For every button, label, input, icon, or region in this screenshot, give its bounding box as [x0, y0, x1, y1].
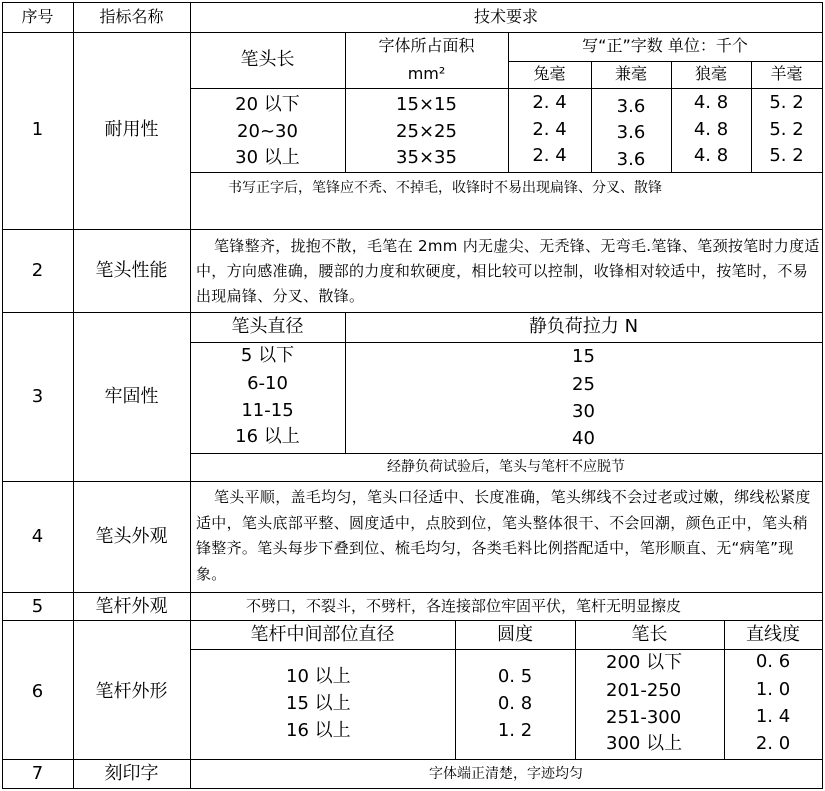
rule	[190, 172, 823, 173]
row-number: 3	[31, 386, 44, 407]
force-value: 30	[572, 401, 595, 422]
row-number: 5	[31, 596, 44, 617]
rule	[2, 759, 823, 760]
rule	[190, 342, 823, 343]
pen-length-value: 300 以上	[606, 733, 683, 754]
length-value: 30 以上	[235, 147, 300, 168]
count-value: 5. 2	[769, 92, 804, 113]
brush-type: 兼毫	[614, 64, 647, 83]
rule	[508, 61, 823, 62]
rule	[2, 592, 823, 593]
indicator-name: 牢固性	[104, 386, 159, 407]
header-requirement: 技术要求	[473, 7, 538, 26]
area-value: 35×35	[396, 147, 457, 168]
indicator-name: 笔杆外观	[95, 596, 168, 617]
col-header: 写“正”字数 单位：千个	[582, 36, 748, 55]
rule	[822, 2, 823, 789]
header-name: 指标名称	[99, 7, 164, 26]
straightness-value: 0. 6	[755, 651, 791, 672]
rule	[190, 453, 823, 454]
rule	[2, 481, 823, 482]
rule	[2, 620, 823, 621]
col-header: 静负荷拉力 N	[528, 316, 639, 337]
count-value: 5. 2	[769, 119, 804, 140]
count-value: 2. 4	[532, 119, 567, 140]
col-header: 笔头直径	[231, 316, 304, 337]
force-value: 25	[572, 374, 595, 395]
indicator-name: 耐用性	[104, 119, 159, 140]
rule	[2, 312, 823, 313]
diameter-value: 6-10	[247, 373, 288, 394]
count-value: 3.6	[616, 122, 646, 143]
diameter-value: 5 以下	[240, 345, 295, 366]
row-number: 2	[31, 260, 44, 281]
diameter-value: 16 以上	[235, 426, 300, 447]
requirement-text: 不劈口，不裂斗，不劈杆，各连接部位牢固平伏，笔杆无明显擦皮	[246, 597, 682, 615]
roundness-value: 0. 8	[497, 693, 533, 714]
col-header: 笔头长	[240, 49, 295, 70]
header-seq: 序号	[21, 7, 54, 26]
brush-type: 羊毫	[770, 64, 803, 83]
row-number: 6	[31, 681, 44, 702]
count-value: 4. 8	[693, 119, 729, 140]
count-value: 2. 4	[532, 145, 567, 166]
diameter-value: 11-15	[241, 400, 294, 421]
count-value: 2. 4	[532, 92, 567, 113]
roundness-value: 1. 2	[497, 720, 533, 741]
rule	[190, 88, 823, 89]
brush-type: 兔毫	[533, 64, 566, 83]
col-header: 字体所占面积	[378, 36, 475, 55]
rule	[190, 2, 191, 789]
pen-length-value: 201-250	[606, 680, 682, 701]
row-note: 经静负荷试验后，笔头与笔杆不应脱节	[387, 459, 625, 475]
indicator-name: 笔杆外形	[95, 681, 168, 702]
indicator-name: 笔头外观	[95, 526, 168, 547]
col-header: 笔长	[631, 624, 668, 645]
rule	[2, 32, 823, 33]
col-header-unit: mm²	[407, 64, 446, 83]
roundness-value: 0. 5	[497, 666, 533, 687]
indicator-name: 刻印字	[104, 763, 159, 784]
indicator-name: 笔头性能	[95, 260, 168, 281]
rule	[2, 2, 823, 3]
count-value: 3.6	[616, 149, 646, 170]
row-note: 书写正字后，笔锋应不秃、不掉毛，收锋时不易出现扁锋、分叉、散锋	[228, 180, 662, 196]
col-header: 直线度	[746, 624, 800, 645]
col-header: 圆度	[497, 624, 533, 645]
force-value: 40	[572, 428, 595, 449]
area-value: 25×25	[396, 121, 457, 142]
straightness-value: 1. 4	[755, 706, 791, 727]
rule	[190, 649, 823, 650]
length-value: 20~30	[237, 121, 298, 142]
pen-length-value: 200 以下	[606, 652, 683, 673]
count-value: 4. 8	[693, 145, 729, 166]
row-number: 4	[31, 526, 44, 547]
diameter-value: 15 以上	[286, 693, 351, 714]
requirement-text: 笔头平顺，盖毛均匀，笔头口径适中、长度准确，笔头绑线不会过老或过嫩，绑线松紧度适中，笔头底部平整、圆度适中，点胶到位，笔头整体很干、不会回潮，颜色正中，笔头稍锋整齐。笔头每步下叠到位、梳毛均匀，各类毛料比例搭配适中，笔形顺直、无“病笔”现象。	[196, 488, 811, 583]
brush-type: 狼毫	[694, 64, 727, 83]
straightness-value: 1. 0	[755, 679, 791, 700]
diameter-value: 10 以上	[286, 666, 351, 687]
length-value: 20 以下	[235, 94, 300, 115]
straightness-value: 2. 0	[755, 733, 791, 754]
row-number: 7	[31, 763, 44, 784]
diameter-value: 16 以上	[286, 720, 351, 741]
row-number: 1	[31, 119, 44, 140]
requirement-text: 笔锋整齐，拢抱不散，毛笔在 2mm 内无虚尖、无秃锋、无弯毛.笔锋、笔颈按笔时力度适中，方向感准确，腰部的力度和软硬度，相比较可以控制，收锋相对较适中，按笔时，不易出现扁锋、分叉、散锋。	[196, 237, 820, 305]
force-value: 15	[572, 346, 595, 367]
requirement-text: 字体端正清楚，字迹均匀	[429, 766, 583, 782]
count-value: 4. 8	[693, 92, 729, 113]
col-header: 笔杆中间部位直径	[250, 624, 395, 645]
count-value: 5. 2	[769, 145, 804, 166]
pen-length-value: 251-300	[606, 707, 682, 728]
area-value: 15×15	[396, 94, 457, 115]
count-value: 3.6	[616, 96, 646, 117]
rule	[2, 788, 823, 789]
rule	[2, 229, 823, 230]
